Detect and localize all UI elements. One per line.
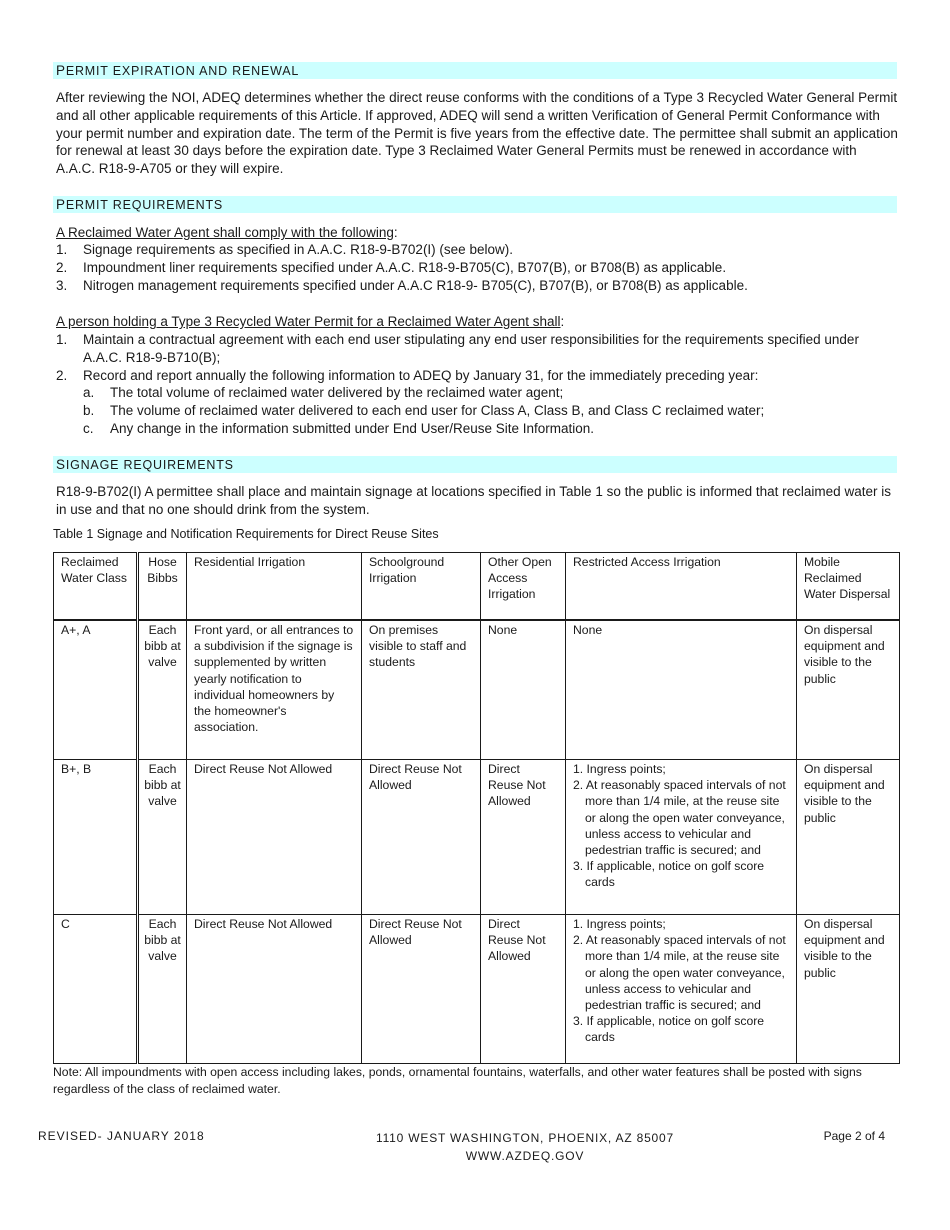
list-item xyxy=(56,241,898,259)
cell-mobile: On dispersal equipment and visible to the public xyxy=(797,760,900,915)
item-text: The total volume of reclaimed water delivered by the reclaimed water agent; xyxy=(110,385,564,401)
holder-sublist xyxy=(83,384,898,437)
cell-class: C xyxy=(54,915,138,1064)
section-heading-requirements xyxy=(53,196,897,213)
list-item: 3. If applicable, notice on golf score cards xyxy=(573,859,765,890)
cell-mobile: On dispersal equipment and visible to the public xyxy=(797,620,900,760)
table-row xyxy=(54,915,900,1064)
heading-initial: P xyxy=(56,197,66,212)
item-text: Maintain a contractual agreement with each end user stipulating any end user responsibilities for the requirements specified under A.A.C. R18-9-B710(B); xyxy=(83,332,859,365)
list-item: 2. At reasonably spaced intervals of not more than 1/4 mile, at the reuse site or along the open water conveyance, unless access to vehicular and pedestrian traffic is secured; and xyxy=(573,933,786,1013)
header-mobile: Mobile Reclaimed Water Dispersal xyxy=(797,553,900,621)
footer-revised: REVISED- JANUARY 2018 xyxy=(38,1129,205,1143)
cell-other: Direct Reuse Not Allowed xyxy=(481,915,566,1064)
expiration-paragraph: After reviewing the NOI, ADEQ determines whether the direct reuse conforms with the conditions of a Type 3 Recycled Water General Permit and all other applicable requirements of this Article. If approved, ADEQ will send a written Verification of General Permit Conformance with your permit number and expiration date. The term of the Permit is five years from the effective date. The permittee shall submit an application for renewal at least 30 days before the expiration date. Type 3 Reclaimed Water General Permits must be renewed in accordance with A.A.C. R18-9-A705 or they will expire. xyxy=(56,90,898,177)
footer-page-number: Page 2 of 4 xyxy=(823,1129,885,1143)
holder-intro-text: A person holding a Type 3 Recycled Water Permit for a Reclaimed Water Agent shall xyxy=(56,314,561,329)
cell-residential: Direct Reuse Not Allowed xyxy=(187,915,362,1064)
footer-address: 1110 WEST WASHINGTON, PHOENIX, AZ 85007 xyxy=(376,1131,674,1145)
heading-initial: S xyxy=(56,457,66,472)
sublist-item xyxy=(83,384,898,402)
table-caption: Table 1 Signage and Notification Requirements for Direct Reuse Sites xyxy=(53,527,439,541)
cell-class: B+, B xyxy=(54,760,138,915)
item-letter: a. xyxy=(83,385,95,401)
header-residential: Residential Irrigation xyxy=(187,553,362,621)
table-row xyxy=(54,760,900,915)
cell-restricted xyxy=(566,915,797,1064)
cell-other: None xyxy=(481,620,566,760)
item-number: 3. xyxy=(56,277,68,293)
table-row xyxy=(54,620,900,760)
footer-website[interactable]: WWW.AZDEQ.GOV xyxy=(465,1149,585,1163)
heading-text: IGNAGE REQUIREMENTS xyxy=(65,458,234,472)
holder-intro: A person holding a Type 3 Recycled Water Permit for a Reclaimed Water Agent shall: xyxy=(56,314,565,329)
cell-mobile: On dispersal equipment and visible to the public xyxy=(797,915,900,1064)
item-number: 2. xyxy=(56,367,68,383)
list-item: 1. Ingress points; xyxy=(573,917,666,931)
heading-text: ERMIT REQUIREMENTS xyxy=(65,198,224,212)
cell-restricted: None xyxy=(566,620,797,760)
sublist-item xyxy=(83,420,898,438)
heading-text: ERMIT EXPIRATION AND RENEWAL xyxy=(65,64,300,78)
cell-other: Direct Reuse Not Allowed xyxy=(481,760,566,915)
cell-hose: Each bibb at valve xyxy=(138,915,187,1064)
item-text: Nitrogen management requirements specified under A.A.C R18-9- B705(C), B707(B), or B708(B) as applicable. xyxy=(83,277,748,293)
item-number: 2. xyxy=(56,259,68,275)
section-heading-expiration xyxy=(53,62,897,79)
cell-school: Direct Reuse Not Allowed xyxy=(362,760,481,915)
table-header-row xyxy=(54,553,900,621)
header-schoolground: Schoolground Irrigation xyxy=(362,553,481,621)
item-number: 1. xyxy=(56,332,68,347)
agent-requirements-list xyxy=(56,241,898,294)
cell-residential: Front yard, or all entrances to a subdivision if the signage is supplemented by written yearly notification to individual homeowners by the homeowner's association. xyxy=(187,620,362,760)
item-text: Impoundment liner requirements specified under A.A.C. R18-9-B705(C), B707(B), or B708(B) as applicable. xyxy=(83,259,727,275)
list-item: 1. Ingress points; xyxy=(573,762,666,776)
cell-hose: Each bibb at valve xyxy=(138,620,187,760)
cell-school: On premises visible to staff and students xyxy=(362,620,481,760)
cell-school: Direct Reuse Not Allowed xyxy=(362,915,481,1064)
list-item xyxy=(56,277,898,295)
item-text: Record and report annually the following information to ADEQ by January 31, for the immediately preceding year: xyxy=(83,367,759,383)
list-item: 2. At reasonably spaced intervals of not more than 1/4 mile, at the reuse site or along the open water conveyance, unless access to vehicular and pedestrian traffic is secured; and xyxy=(573,778,786,858)
item-text: The volume of reclaimed water delivered to each end user for Class A, Class B, and Class C reclaimed water; xyxy=(110,403,765,419)
agent-intro-text: A Reclaimed Water Agent shall comply with the following xyxy=(56,225,394,240)
signage-paragraph: R18-9-B702(I) A permittee shall place and maintain signage at locations specified in Table 1 so the public is informed that reclaimed water is in use and that no one should drink from the system. xyxy=(56,484,891,517)
agent-intro: A Reclaimed Water Agent shall comply with the following: xyxy=(56,225,398,240)
item-text: Signage requirements as specified in A.A.C. R18-9-B702(I) (see below). xyxy=(83,242,513,257)
item-letter: b. xyxy=(83,403,95,419)
header-hose-bibbs: Hose Bibbs xyxy=(138,553,187,621)
item-letter: c. xyxy=(83,420,94,436)
cell-class: A+, A xyxy=(54,620,138,760)
header-restricted: Restricted Access Irrigation xyxy=(566,553,797,621)
signage-requirements-table xyxy=(53,552,900,1064)
footer-address-block xyxy=(330,1129,720,1165)
list-item xyxy=(56,259,898,277)
cell-residential: Direct Reuse Not Allowed xyxy=(187,760,362,915)
item-number: 1. xyxy=(56,242,68,257)
holder-requirements-list xyxy=(56,331,898,438)
restricted-list xyxy=(573,916,789,1046)
header-other-open: Other Open Access Irrigation xyxy=(481,553,566,621)
section-heading-signage xyxy=(53,456,897,473)
table-note: Note: All impoundments with open access including lakes, ponds, ornamental fountains, waterfalls, and other water features shall be posted with signs regardless of the class of reclaimed water. xyxy=(53,1065,862,1096)
heading-initial: P xyxy=(56,63,66,78)
header-class: Reclaimed Water Class xyxy=(54,553,138,621)
list-item xyxy=(56,367,898,438)
list-item: 3. If applicable, notice on golf score cards xyxy=(573,1014,765,1045)
sublist-item xyxy=(83,402,898,420)
cell-hose: Each bibb at valve xyxy=(138,760,187,915)
restricted-list xyxy=(573,761,789,891)
item-text: Any change in the information submitted under End User/Reuse Site Information. xyxy=(110,420,595,436)
cell-restricted xyxy=(566,760,797,915)
list-item xyxy=(56,331,898,367)
